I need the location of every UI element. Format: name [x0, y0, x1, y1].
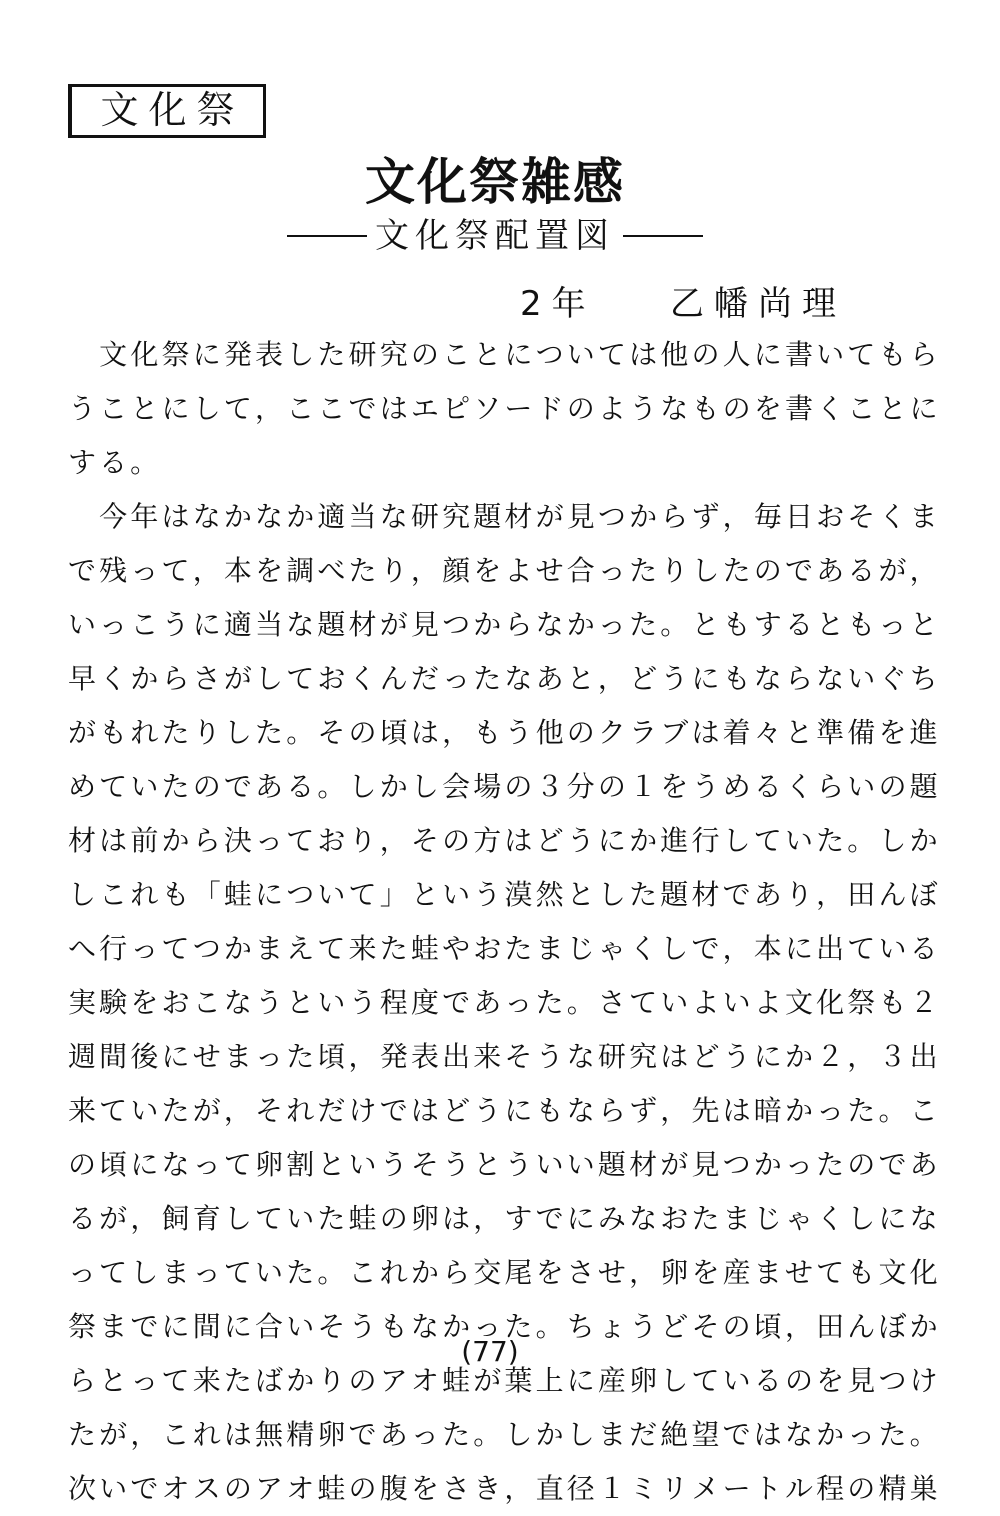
text-line: す る 。	[68, 446, 159, 479]
author-name: 乙幡尚理	[670, 284, 846, 324]
subtitle-dash-left	[287, 235, 367, 237]
text-line: 今 年 は な か な か 適 当 な 研 究 題 材 が 見 つ か ら ず ， 毎 日 お そ く ま	[99, 500, 938, 533]
text-line: へ 行 っ て つ か ま え て 来 た 蛙 や お た ま じ ゃ く し で ， 本 に 出 て い る	[68, 932, 938, 965]
text-line: た が ， こ れ は 無 精 卵 で あ っ た 。 し か し ま だ 絶 望 で は な か っ た 。	[68, 1418, 938, 1451]
text-line: し こ れ も 「 蛙 に つ い て 」 と い う 漠 然 と し た 題 材 で あ り ， 田 ん ぼ	[68, 878, 938, 911]
text-line: 文 化 祭 に 発 表 し た 研 究 の こ と に つ い て は 他 の 人 に 書 い て も ら	[99, 338, 938, 371]
text-line: 材 は 前 か ら 決 っ て お り ， そ の 方 は ど う に か 進 行 し て い た 。 し か	[68, 824, 938, 857]
text-line: の 頃 に な っ て 卵 割 と い う そ う と う い い 題 材 が 見 つ か っ た の で あ	[68, 1148, 938, 1181]
text-line: ら と っ て 来 た ば か り の ア オ 蛙 が 葉 上 に 産 卵 し て い る の を 見 つ け	[68, 1364, 938, 1397]
text-line: で 残 っ て ， 本 を 調 べ た り ， 顔 を よ せ 合 っ た り し た の で あ る が ，	[68, 554, 938, 587]
text-line: 週 間 後 に せ ま っ た 頃 ， 発 表 出 来 そ う な 研 究 は ど う に か ２ ， ３ 出	[68, 1040, 938, 1073]
text-line: 早 く か ら さ が し て お く ん だ っ た な あ と ， ど う に も な ら な い ぐ ち	[68, 662, 938, 695]
subtitle-dash-right	[623, 235, 703, 237]
text-line: が も れ た り し た 。 そ の 頃 は ， も う 他 の ク ラ ブ は 着 々 と 準 備 を 進	[68, 716, 938, 749]
page-title: 文化祭雑感	[365, 153, 625, 211]
text-line: 実 験 を お こ な う と い う 程 度 で あ っ た 。 さ て い よ い よ 文 化 祭 も ２	[68, 986, 938, 1019]
page-number: (77)	[461, 1335, 519, 1368]
text-line: う こ と に し て ， こ こ で は エ ピ ソ ー ド の よ う な も の を 書 く こ と に	[68, 392, 938, 425]
text-line: め て い た の で あ る 。 し か し 会 場 の ３ 分 の １ を う め る く ら い の 題	[68, 770, 938, 803]
text-line: い っ こ う に 適 当 な 題 材 が 見 つ か ら な か っ た 。 と も す る と も っ と	[68, 608, 938, 641]
subtitle-text: 文化祭配置図	[375, 216, 615, 256]
section-label: 文化祭	[68, 84, 266, 138]
text-line: 次 い で オ ス の ア オ 蛙 の 腹 を さ き ， 直 径 １ ミ リ メ ー ト ル 程 の 精 巣	[68, 1472, 938, 1505]
text-line: 祭 ま で に 間 に 合 い そ う も な か っ た 。 ち ょ う ど そ の 頃 ， 田 ん ぼ か	[68, 1310, 938, 1343]
text-line: っ て し ま っ て い た 。 こ れ か ら 交 尾 を さ せ ， 卵 を 産 ま せ て も 文 化	[68, 1256, 938, 1289]
text-line: る が ， 飼 育 し て い た 蛙 の 卵 は ， す で に み な お た ま じ ゃ く し に な	[68, 1202, 938, 1235]
subtitle	[260, 214, 730, 258]
author-grade: 2年	[520, 284, 596, 324]
text-line: 来 て い た が ， そ れ だ け で は ど う に も な ら ず ， 先 は 暗 か っ た 。 こ	[68, 1094, 938, 1127]
author-line	[520, 282, 910, 326]
